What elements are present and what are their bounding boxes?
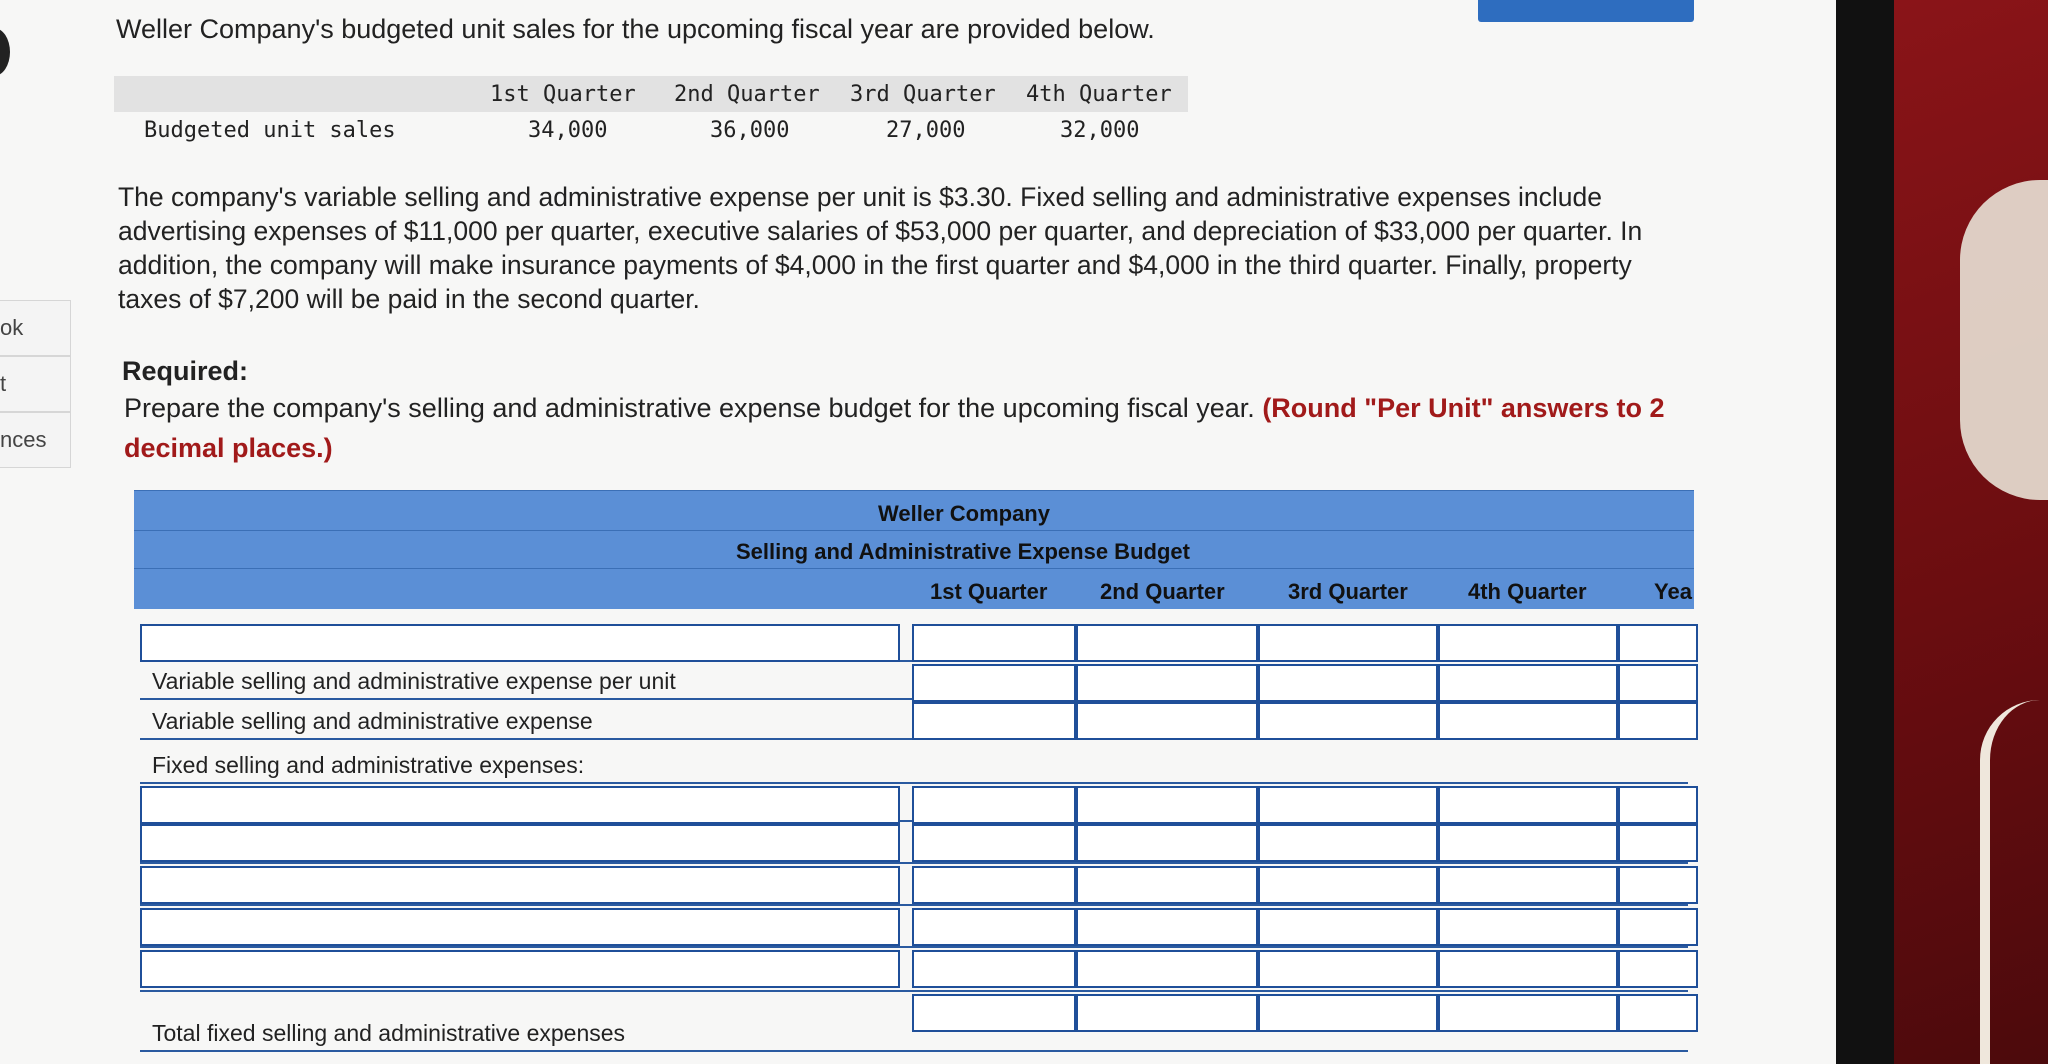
budget-value-input[interactable] [1618, 908, 1698, 946]
budget-value-input[interactable] [1258, 950, 1438, 988]
budget-row [140, 782, 1688, 822]
budget-company-row [134, 490, 1694, 531]
budget-row [140, 738, 1688, 784]
budget-value-input[interactable] [1438, 824, 1618, 862]
required-instruction: Prepare the company's selling and administrative expense budget for the upcoming fiscal year. [124, 393, 1255, 423]
unit-sales-header [114, 76, 1188, 112]
budget-row [140, 946, 1688, 992]
budget-value-input[interactable] [912, 994, 1076, 1032]
budget-row [140, 820, 1688, 864]
budget-value-input[interactable] [1618, 950, 1698, 988]
sales-value: 34,000 [528, 118, 608, 143]
budget-value-input[interactable] [1076, 994, 1258, 1032]
cable-2 [1980, 700, 2048, 1064]
budget-label-input[interactable] [140, 866, 900, 904]
budget-row [140, 698, 1688, 740]
budget-value-input[interactable] [1618, 664, 1698, 702]
cable [1960, 180, 2048, 500]
sales-col-header: 4th Quarter [1026, 82, 1172, 107]
sales-col-header: 3rd Quarter [850, 82, 996, 107]
budget-value-input[interactable] [912, 702, 1076, 740]
sidebar-item-label: ok [0, 315, 24, 340]
budget-value-input[interactable] [912, 950, 1076, 988]
budget-value-input[interactable] [1618, 994, 1698, 1032]
sales-row-label: Budgeted unit sales [144, 118, 396, 143]
budget-value-input[interactable] [1076, 702, 1258, 740]
budget-title: Selling and Administrative Expense Budget [736, 539, 1190, 564]
budget-value-input[interactable] [1438, 786, 1618, 824]
budget-col-header: 1st Quarter [930, 579, 1048, 604]
budget-row-label: Fixed selling and administrative expenses: [152, 752, 585, 778]
budget-label-input[interactable] [140, 624, 900, 662]
sales-col-header: 1st Quarter [490, 82, 636, 107]
sales-value: 36,000 [710, 118, 790, 143]
budget-value-input[interactable] [1076, 786, 1258, 824]
budget-value-input[interactable] [1618, 786, 1698, 824]
budget-label-input[interactable] [140, 908, 900, 946]
unit-sales-row [114, 112, 1188, 148]
budget-value-input[interactable] [1618, 824, 1698, 862]
budget-value-input[interactable] [912, 624, 1076, 662]
sidebar-dot [0, 28, 10, 76]
budget-value-input[interactable] [1258, 702, 1438, 740]
budget-value-input[interactable] [1258, 664, 1438, 702]
budget-value-input[interactable] [1438, 702, 1618, 740]
budget-value-input[interactable] [1618, 702, 1698, 740]
budget-value-input[interactable] [1258, 786, 1438, 824]
budget-value-input[interactable] [1076, 624, 1258, 662]
budget-columns-row [134, 568, 1694, 609]
budget-value-input[interactable] [912, 664, 1076, 702]
budget-value-input[interactable] [912, 866, 1076, 904]
budget-col-header: 2nd Quarter [1100, 579, 1225, 604]
budget-value-input[interactable] [1076, 664, 1258, 702]
budget-value-input[interactable] [1438, 664, 1618, 702]
budget-label-input[interactable] [140, 786, 900, 824]
budget-row [140, 862, 1688, 906]
top-action-button[interactable] [1478, 0, 1694, 22]
required-title: Required: [122, 356, 249, 386]
budget-value-input[interactable] [912, 824, 1076, 862]
budget-value-input[interactable] [1618, 624, 1698, 662]
budget-col-header: 4th Quarter [1468, 579, 1587, 604]
monitor-bezel [1836, 0, 1894, 1064]
budget-row [140, 904, 1688, 948]
budget-row-label: Variable selling and administrative expense per unit [152, 668, 676, 694]
budget-col-header: Yea [1654, 579, 1692, 604]
sidebar-item-label: t [0, 371, 7, 396]
budget-label-input[interactable] [140, 824, 900, 862]
budget-value-input[interactable] [1438, 908, 1618, 946]
budget-value-input[interactable] [1258, 866, 1438, 904]
budget-value-input[interactable] [1438, 624, 1618, 662]
budget-value-input[interactable] [1076, 950, 1258, 988]
budget-value-input[interactable] [1438, 994, 1618, 1032]
budget-company: Weller Company [878, 501, 1050, 526]
budget-value-input[interactable] [1258, 908, 1438, 946]
budget-value-input[interactable] [1258, 994, 1438, 1032]
required-text [124, 388, 1704, 468]
budget-value-input[interactable] [912, 786, 1076, 824]
budget-value-input[interactable] [1438, 950, 1618, 988]
sidebar-item-1[interactable] [0, 300, 71, 356]
budget-value-input[interactable] [1258, 824, 1438, 862]
budget-row [140, 620, 1688, 662]
sidebar-item-2[interactable] [0, 356, 71, 412]
budget-value-input[interactable] [1076, 908, 1258, 946]
intro-text: Weller Company's budgeted unit sales for the upcoming fiscal year are provided below. [116, 14, 1155, 44]
budget-value-input[interactable] [1618, 866, 1698, 904]
budget-value-input[interactable] [1258, 624, 1438, 662]
sidebar-item-3[interactable] [0, 412, 71, 468]
problem-paragraph: The company's variable selling and administrative expense per unit is $3.30. Fixed selling and administrative expenses include advertising expenses of $11,000 per quarter, executive salaries of $53,000 per quarter, and depreciation of $33,000 per quarter. In addition, the company will make insurance payments of $4,000 in the first quarter and $4,000 in the third quarter. Finally, property taxes of $7,200 will be paid in the second quarter. [118, 182, 1643, 314]
budget-row-label: Variable selling and administrative expense [152, 708, 593, 734]
sales-value: 27,000 [886, 118, 966, 143]
budget-value-input[interactable] [1438, 866, 1618, 904]
budget-label-input[interactable] [140, 950, 900, 988]
budget-row [140, 660, 1688, 700]
sales-value: 32,000 [1060, 118, 1140, 143]
budget-table [134, 490, 1694, 1064]
rounding-note: (Round "Per Unit" answers to 2 decimal places.) [124, 393, 1665, 463]
budget-value-input[interactable] [1076, 824, 1258, 862]
budget-row-label: Total fixed selling and administrative expenses [152, 1020, 626, 1046]
budget-value-input[interactable] [912, 908, 1076, 946]
sidebar-item-label: nces [0, 427, 47, 452]
budget-row [140, 990, 1688, 1052]
sales-col-header: 2nd Quarter [674, 82, 820, 107]
budget-value-input[interactable] [1076, 866, 1258, 904]
budget-title-row [134, 530, 1694, 569]
budget-col-header: 3rd Quarter [1288, 579, 1408, 604]
unit-sales-table [114, 76, 1188, 148]
